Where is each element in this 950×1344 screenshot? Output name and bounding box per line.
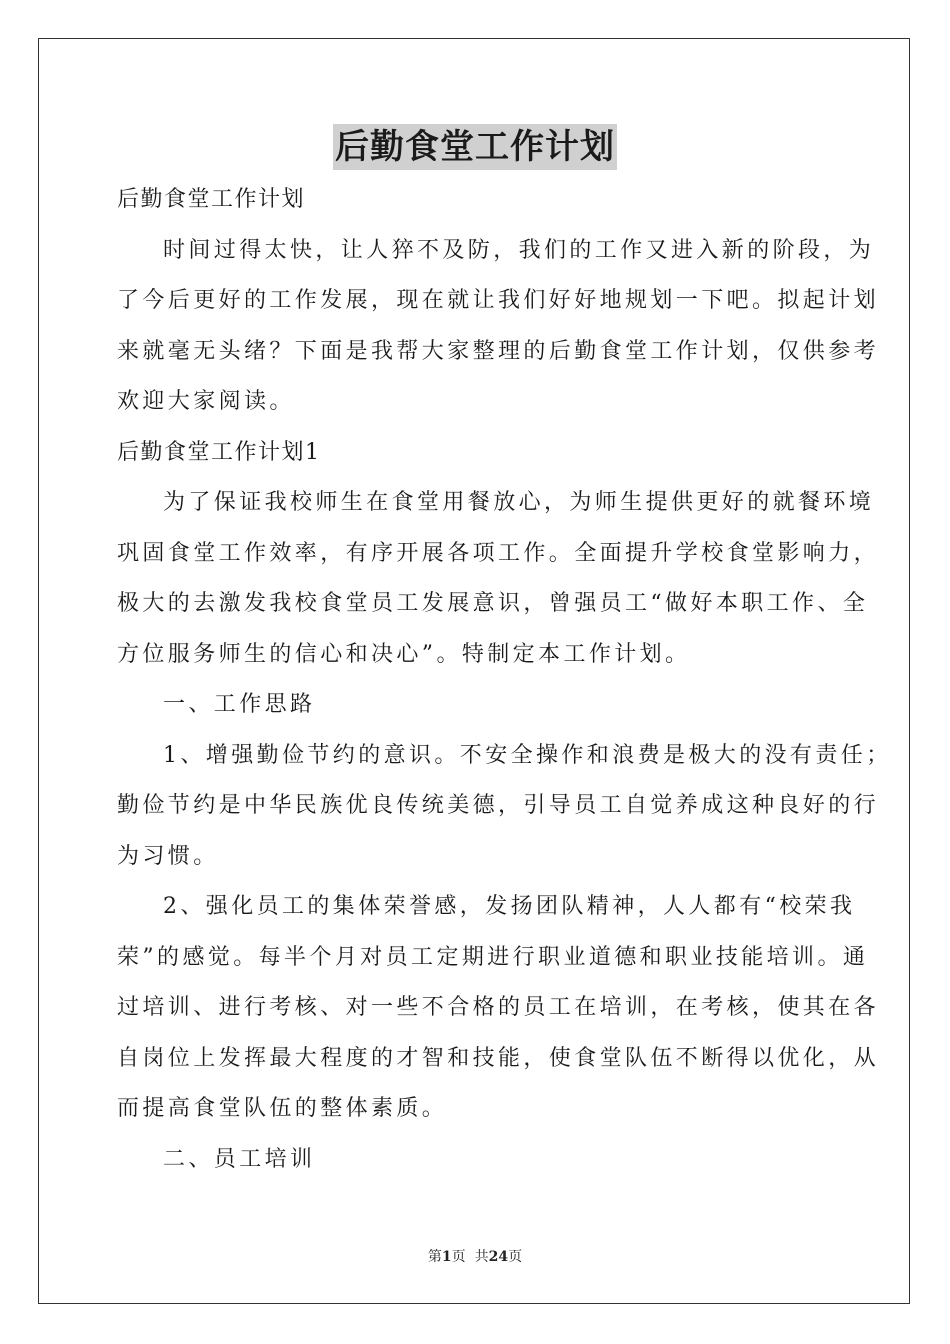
section1-line: 为了保证我校师生在食堂用餐放心，为师生提供更好的就餐环境 — [163, 490, 875, 515]
document-subtitle: 后勤食堂工作计划 — [117, 187, 306, 212]
item2-line: 而提高食堂队伍的整体素质。 — [117, 1096, 448, 1121]
item2-line: 过培训、进行考核、对一些不合格的员工在培训，在考核，使其在各 — [117, 995, 880, 1020]
footer-current-page: 1 — [441, 1249, 452, 1265]
document-body — [117, 175, 892, 1185]
item1-line: 1、增强勤俭节约的意识。不安全操作和浪费是极大的没有责任； — [163, 742, 892, 768]
section1-line: 巩固食堂工作效率，有序开展各项工作。全面提升学校食堂影响力， — [117, 540, 880, 566]
title-container — [0, 124, 950, 170]
item2-line: 2、强化员工的集体荣誉感，发扬团队精神，人人都有“校荣我 — [163, 894, 856, 919]
page-footer — [0, 1246, 950, 1266]
footer-total-pages: 24 — [488, 1249, 509, 1265]
intro-line: 来就毫无头绪？下面是我帮大家整理的后勤食堂工作计划，仅供参考 — [117, 338, 880, 364]
section1-line: 极大的去激发我校食堂员工发展意识，曾强员工“做好本职工作、全 — [117, 591, 869, 616]
item1-line: 勤俭节约是中华民族优良传统美德，引导员工自觉养成这种良好的行 — [117, 793, 880, 818]
footer-suffix: 页 — [508, 1249, 523, 1265]
footer-prefix: 第 — [427, 1249, 442, 1265]
heading-staff-training: 二、员工培训 — [163, 1146, 316, 1172]
heading-work-approach: 一、工作思路 — [163, 692, 316, 717]
item2-line: 自岗位上发挥最大程度的才智和技能，使食堂队伍不断得以优化，从 — [117, 1045, 880, 1071]
intro-line: 欢迎大家阅读。 — [117, 389, 295, 414]
footer-middle: 页 共 — [451, 1249, 489, 1265]
document-title: 后勤食堂工作计划 — [333, 124, 617, 170]
section1-line: 方位服务师生的信心和决心”。特制定本工作计划。 — [117, 641, 691, 667]
intro-line: 时间过得太快，让人猝不及防，我们的工作又进入新的阶段，为 — [163, 237, 875, 263]
item1-line: 为习惯。 — [117, 843, 219, 869]
item2-line: 荣”的感觉。每半个月对员工定期进行职业道德和职业技能培训。通 — [117, 944, 869, 970]
intro-line: 了今后更好的工作发展，现在就让我们好好地规划一下吧。拟起计划 — [117, 288, 880, 313]
section-title: 后勤食堂工作计划1 — [117, 439, 321, 465]
